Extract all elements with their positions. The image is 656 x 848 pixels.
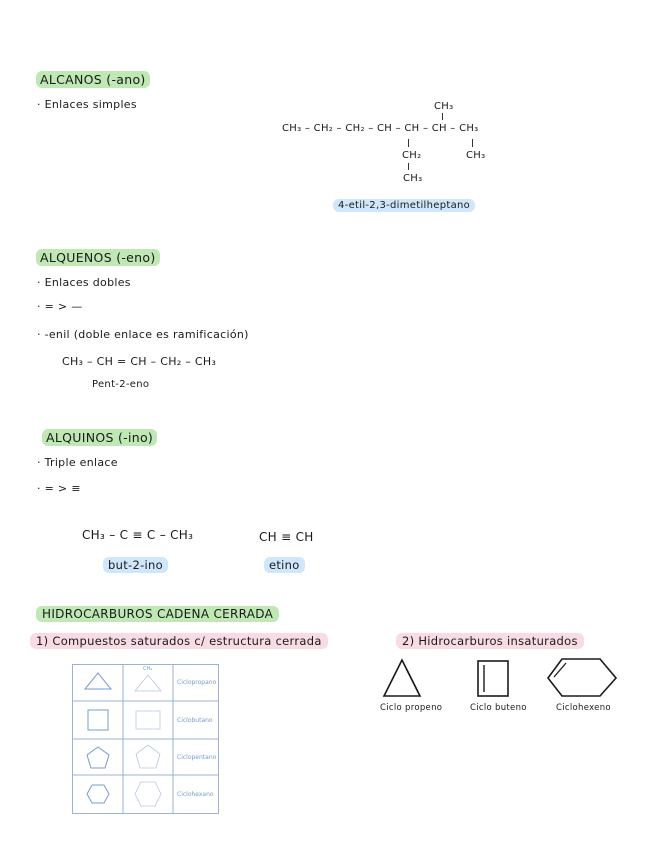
alquino-formula-1: CH₃ – C ≡ C – CH₃ (82, 528, 194, 542)
alqueno-formula: CH₃ – CH = CH – CH₂ – CH₃ (62, 355, 217, 368)
alcano-sub-a2: CH₃ (403, 173, 423, 184)
alqueno-name: Pent-2-eno (92, 379, 150, 390)
insat-label-ciclohexeno: Ciclohexeno (556, 703, 611, 713)
alquinos-heading: ALQUINOS (-ino) (42, 429, 157, 446)
table-label-ciclohexano: Ciclohexano (177, 791, 214, 798)
cerrada-subheading-unsaturated: 2) Hidrocarburos insaturados (396, 633, 584, 649)
alcano-bond-b (472, 139, 473, 147)
alquenos-bullet-enil: · -enil (doble enlace es ramificación) (37, 328, 249, 341)
table-label-ciclopentano: Ciclopentano (177, 754, 217, 761)
alquino-name-1: but-2-ino (103, 557, 168, 573)
alcanos-heading: ALCANOS (-ano) (36, 71, 150, 88)
alquenos-heading: ALQUENOS (-eno) (36, 249, 160, 266)
insat-label-ciclobuteno: Ciclo buteno (470, 703, 527, 713)
cycloalkane-table-image (72, 664, 219, 814)
cerrada-heading: HIDROCARBUROS CADENA CERRADA (36, 606, 279, 622)
alquenos-bullet-double-bonds: · Enlaces dobles (37, 276, 131, 289)
alquinos-bullet-triple-bond: · Triple enlace (37, 456, 118, 469)
alcano-compound-name: 4-etil-2,3-dimetilheptano (333, 199, 475, 212)
alcano-main-chain: CH₃ – CH₂ – CH₂ – CH – CH – CH – CH₃ (282, 123, 479, 134)
alcano-top-bond (442, 113, 443, 120)
alquino-formula-2: CH ≡ CH (259, 530, 314, 544)
alcano-sub-a: CH₂ (402, 150, 422, 161)
alcanos-bullet-simple-bonds: · Enlaces simples (37, 98, 137, 111)
alquino-name-2: etino (264, 557, 305, 573)
unsaturated-rings-drawing (380, 656, 630, 702)
alcano-bond-a2 (408, 163, 409, 170)
alcano-sub-b: CH₃ (466, 150, 486, 161)
alquenos-bullet-symbol: · = > — (37, 300, 83, 313)
table-label-ciclobutano: Ciclobutano (177, 717, 213, 724)
cerrada-subheading-saturated: 1) Compuestos saturados c/ estructura cerrada (30, 633, 328, 649)
insat-label-ciclopropeno: Ciclo propeno (380, 703, 443, 713)
alcano-bond-a (408, 139, 409, 147)
alquinos-bullet-symbol: · = > ≡ (37, 482, 81, 495)
alcano-top-substituent: CH₃ (434, 101, 454, 112)
table-label-ciclopropano: Ciclopropano (177, 679, 217, 686)
table-chem-label: CH₂ (143, 666, 153, 672)
